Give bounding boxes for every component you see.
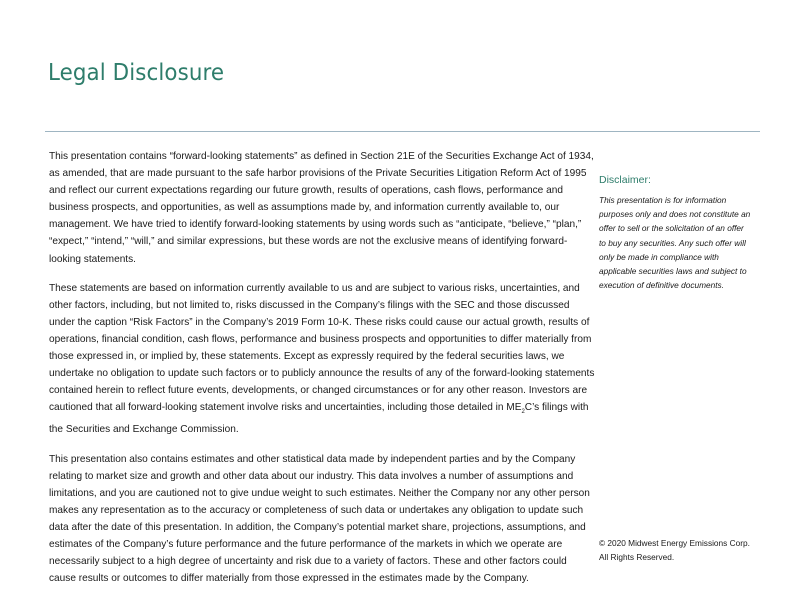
paragraph-forward-looking — [49, 148, 594, 268]
copyright-footer — [599, 536, 750, 564]
text-line: makes any representation as to the accuracy or completeness of such data or undertakes any obligation to update such — [49, 504, 584, 516]
disclaimer-title: Disclaimer: — [599, 174, 651, 186]
paragraph-risk-factors — [49, 280, 595, 439]
title-divider — [45, 131, 760, 132]
text-line: These statements are based on information currently available to us and are subject to various risks, uncertainties, and — [49, 282, 580, 294]
text-fragment: cautioned that all forward-looking statement involve risks and uncertainties, including those detailed in ME — [49, 402, 522, 414]
disclosure-body — [49, 148, 595, 599]
text-line: only be made in compliance with — [599, 251, 719, 262]
text-line: execution of definitive documents. — [599, 280, 724, 291]
text-line: other factors, including, but not limited to, risks discussed in the Company’s filings with the SEC and those discussed — [49, 299, 570, 311]
text-line: management. We have tried to identify forward-looking statements by using words such as “anticipate, “believe,” “plan,” — [49, 219, 582, 231]
text-line — [49, 399, 589, 421]
text-fragment: C’s filings with — [524, 402, 589, 414]
text-line: as amended, that are made pursuant to the safe harbor provisions of the Private Securities Litigation Reform Act of 1995 — [49, 168, 587, 180]
text-line: relating to market size and growth and other data about our industry. This data involves a number of assumptions and — [49, 470, 574, 482]
copyright-text: © 2020 Midwest Energy Emissions Corp. — [599, 538, 750, 548]
text-line: This presentation also contains estimates and other statistical data made by independent parties and by the Company — [49, 453, 576, 465]
text-line: business prospects, and opportunities, as well as assumptions made by, and information currently available to, our — [49, 202, 560, 214]
paragraph-estimates — [49, 451, 590, 588]
page-title: Legal Disclosure — [48, 60, 225, 86]
text-line: those expressed in, or implied by, these statements. Except as expressly required by the federal securities laws, we — [49, 351, 565, 363]
disclaimer-text — [599, 193, 769, 292]
text-line: estimates of the Company’s future performance and the future performance of the markets in which we operate are — [49, 538, 563, 550]
text-line: offer to sell or the solicitation of an offer — [599, 223, 744, 234]
text-line: and reflect our current expectations regarding our future growth, results of operations, cash flows, performance and — [49, 185, 563, 197]
rights-text: All Rights Reserved. — [599, 552, 675, 562]
text-line: to buy any securities. Any such offer will — [599, 237, 746, 248]
text-line: operations, financial condition, cash flows, performance and business prospects and opportunities to differ materially from — [49, 333, 592, 345]
text-line: the Securities and Exchange Commission. — [49, 424, 239, 436]
text-line: applicable securities laws and subject to — [599, 266, 747, 277]
text-line: under the caption “Risk Factors” in the Company’s 2019 Form 10-K. These risks could cause our actual growth, results of — [49, 316, 590, 328]
subscript: 2 — [521, 409, 525, 416]
text-line: undertake no obligation to update such factors or to publicly announce the results of any of the forward-looking statements — [49, 368, 595, 380]
text-line: limitations, and you are cautioned not to give undue weight to such estimates. Neither the Company nor any other person — [49, 487, 590, 499]
disclaimer-sidebar — [599, 174, 769, 292]
text-line: This presentation contains “forward-looking statements” as defined in Section 21E of the Securities Exchange Act of 1934, — [49, 151, 594, 162]
text-line: purposes only and does not constitute an — [599, 209, 751, 220]
text-line: data after the date of this presentation. In addition, the Company’s potential market share, projections, assumptions, and — [49, 521, 586, 533]
text-line: cause results or outcomes to differ materially from those expressed in the estimates made by the Company. — [49, 573, 529, 585]
text-line: looking statements. — [49, 253, 136, 265]
text-line: necessarily subject to a high degree of uncertainty and risk due to a variety of factors. These and other factors could — [49, 556, 567, 568]
text-line: “expect,” “intend,” “will,” and similar expressions, but these words are not the exclusive means of identifying forward- — [49, 236, 568, 248]
text-line: This presentation is for information — [599, 195, 727, 205]
text-line: contained herein to reflect future events, developments, or changed circumstances or for any other reason. Investors are — [49, 385, 588, 397]
